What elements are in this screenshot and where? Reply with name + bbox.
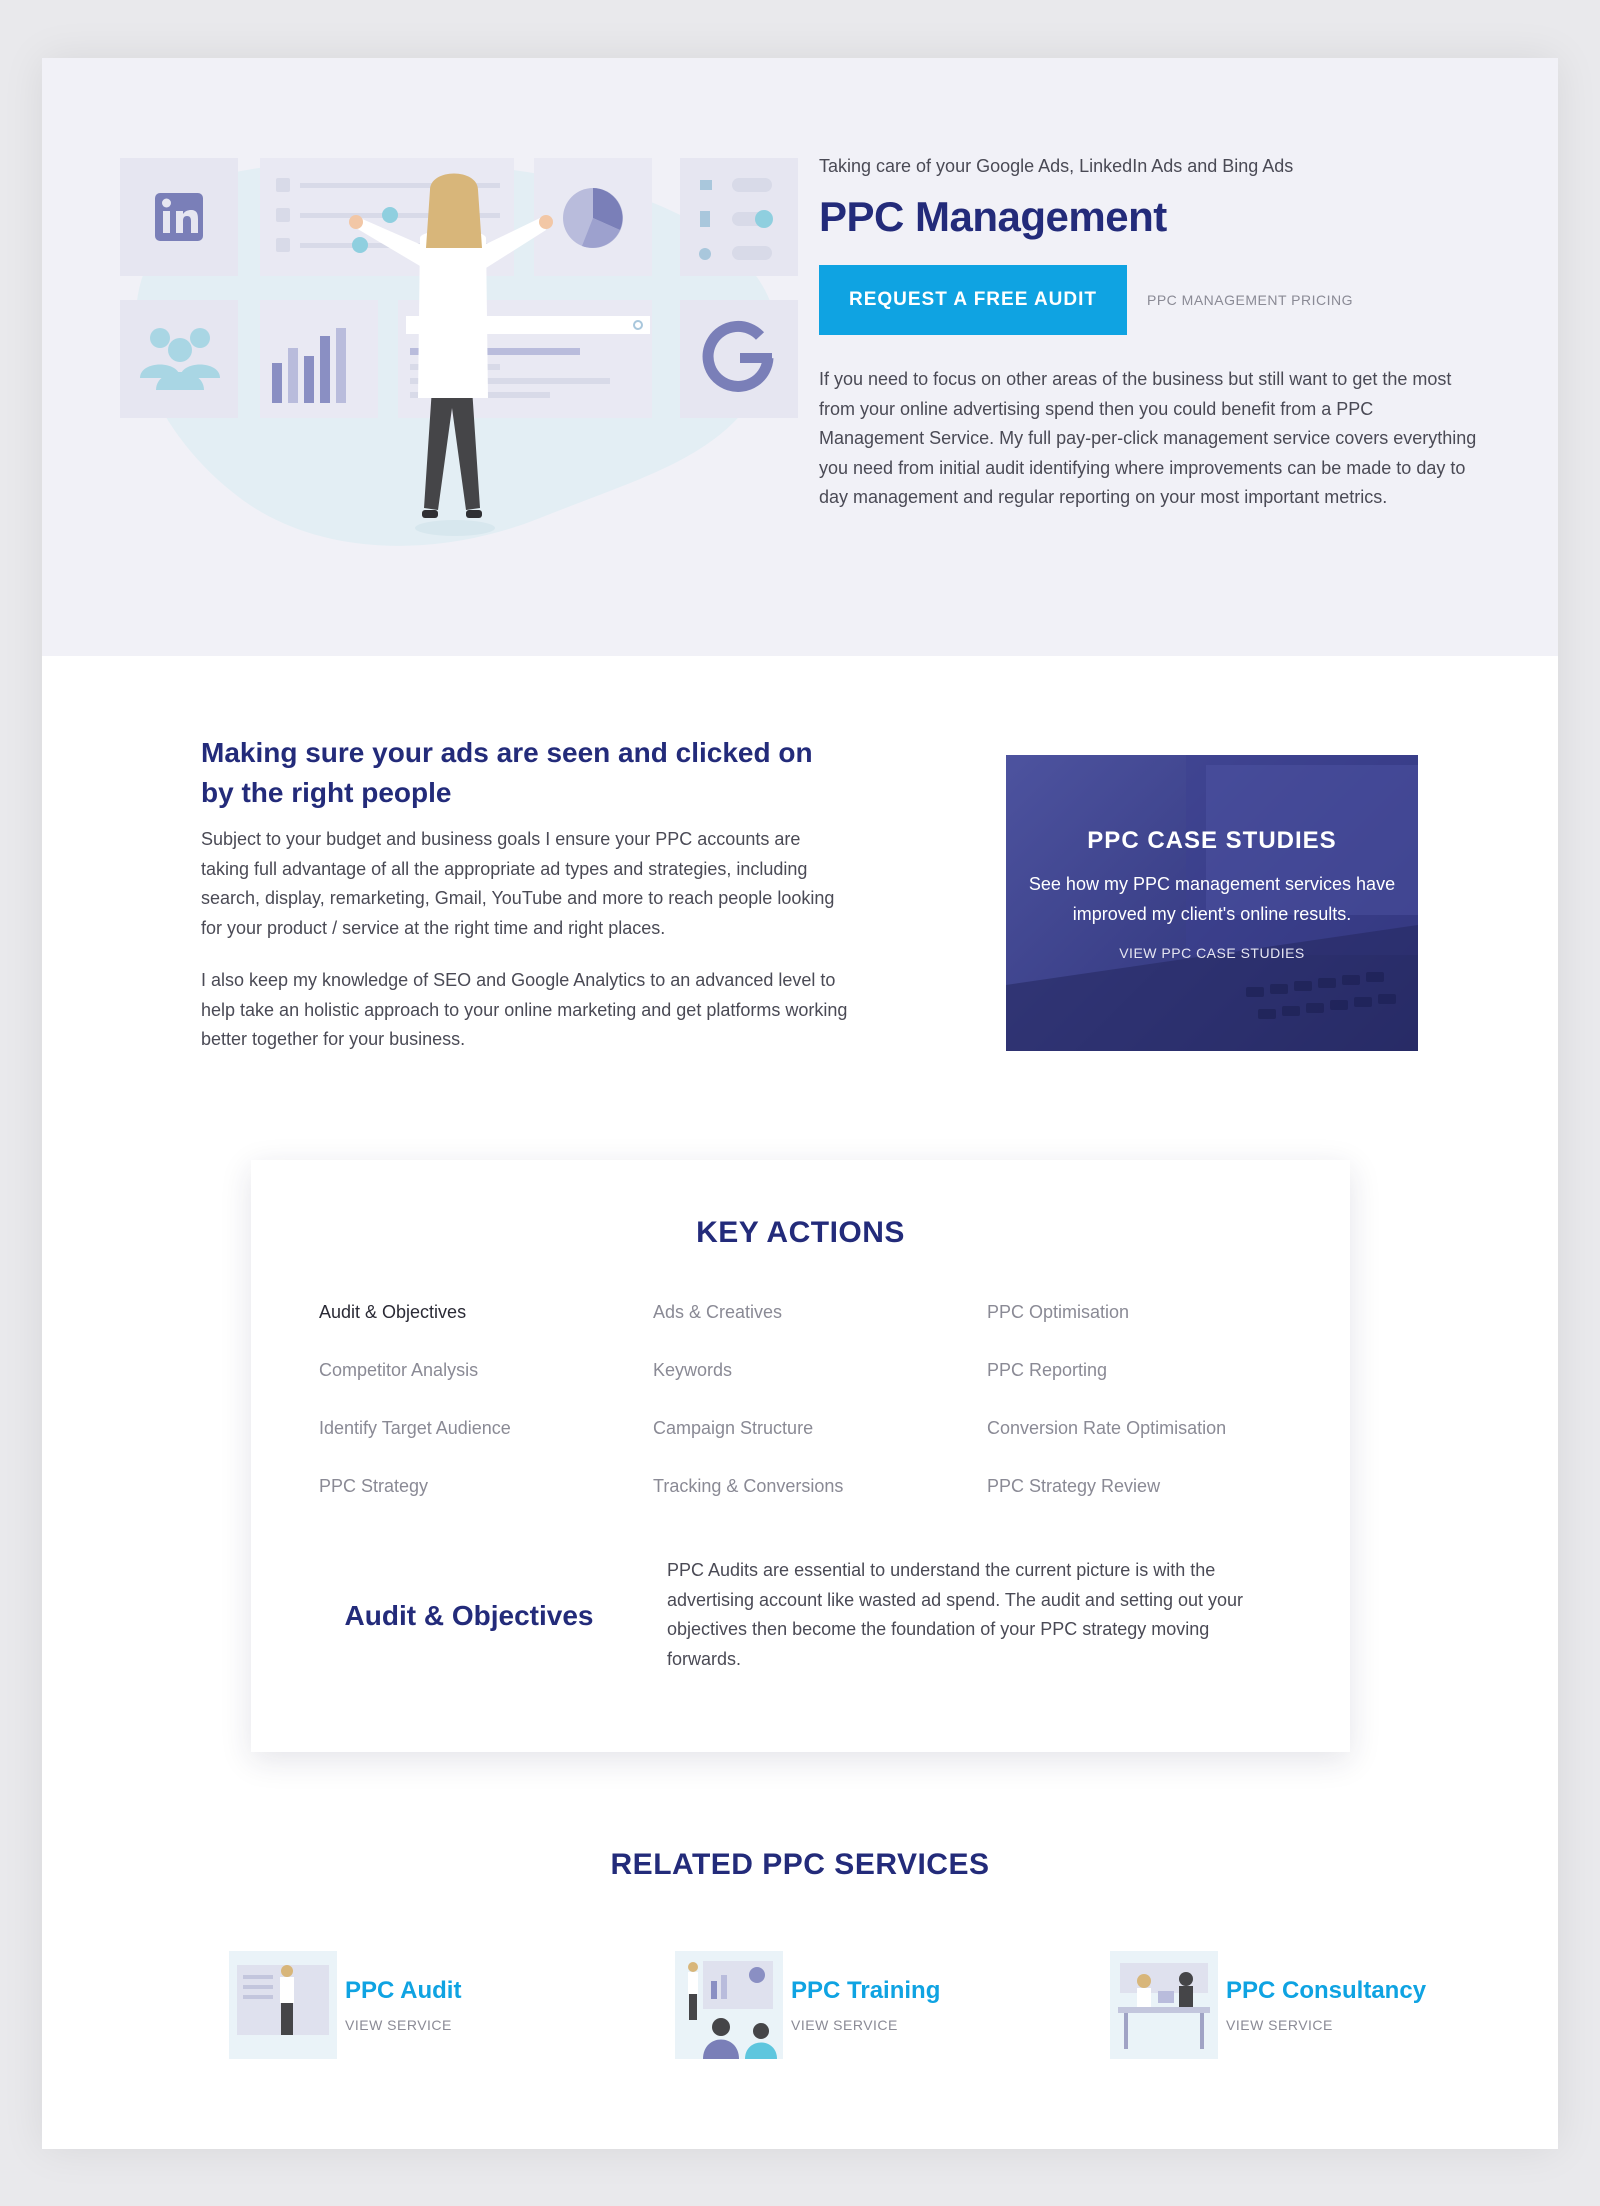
view-case-studies-link[interactable]: VIEW PPC CASE STUDIES xyxy=(1119,945,1305,961)
tile xyxy=(680,300,798,418)
related-service-card[interactable] xyxy=(675,1951,940,2059)
intro-paragraph-2: I also keep my knowledge of SEO and Google Analytics to an advanced level to help take an holistic approach to your online marketing and get platforms working better together for your business. xyxy=(201,970,848,1049)
key-action-item[interactable]: Ads & Creatives xyxy=(653,1302,783,1322)
related-service-card[interactable] xyxy=(1110,1951,1426,2059)
page-title: PPC Management xyxy=(819,193,1167,240)
key-action-item[interactable]: Conversion Rate Optimisation xyxy=(987,1418,1227,1438)
hero-text-block xyxy=(819,156,1479,513)
key-actions-title: KEY ACTIONS xyxy=(696,1216,905,1249)
case-studies-title: PPC CASE STUDIES xyxy=(1087,827,1337,854)
hero-actions xyxy=(819,265,1479,335)
hero-paragraph: If you need to focus on other areas of the business but still want to get the most from your online advertising spend then you could benefit from a PPC Management Service. My full pay-per-click management service covers everything you need from initial audit identifying where improvements can be made to day to day management and regular reporting on your most important metrics. xyxy=(819,369,1477,507)
key-action-detail-title: Audit & Objectives xyxy=(344,1600,594,1631)
service-meta xyxy=(345,1977,461,2033)
key-action-item[interactable]: Tracking & Conversions xyxy=(653,1476,844,1496)
case-studies-text: See how my PPC management services have improved my client's online results. xyxy=(1028,874,1396,924)
key-action-item[interactable]: PPC Reporting xyxy=(987,1360,1108,1380)
ppc-pricing-link[interactable]: PPC MANAGEMENT PRICING xyxy=(1147,292,1353,308)
intro-paragraph-1: Subject to your budget and business goals I ensure your PPC accounts are taking full advantage of all the appropriate ad types and strategies, including search, display, remarketing, Gmail, YouTube and more to reach people looking for your product / service at the right time and right places. xyxy=(201,829,835,938)
linkedin-icon xyxy=(155,193,203,241)
key-actions-list xyxy=(319,1302,1319,1534)
key-action-item[interactable]: PPC Optimisation xyxy=(987,1302,1130,1322)
ppc-consultancy-thumbnail xyxy=(1110,1951,1218,2059)
related-services-title: RELATED PPC SERVICES xyxy=(610,1848,990,1881)
intro-heading: Making sure your ads are seen and clicked on by the right people xyxy=(201,737,813,808)
key-action-item[interactable]: Campaign Structure xyxy=(653,1418,814,1438)
service-name: PPC Consultancy xyxy=(1226,1977,1427,2004)
service-meta xyxy=(791,1977,940,2033)
key-action-item[interactable]: Identify Target Audience xyxy=(319,1418,511,1438)
view-service-link[interactable]: VIEW SERVICE xyxy=(345,2017,452,2033)
ppc-training-thumbnail xyxy=(675,1951,783,2059)
service-meta xyxy=(1226,1977,1426,2033)
intro-section xyxy=(201,733,851,1055)
page xyxy=(42,58,1558,2149)
view-service-link[interactable]: VIEW SERVICE xyxy=(1226,2017,1333,2033)
hero-section xyxy=(42,58,1558,656)
key-action-item[interactable]: Keywords xyxy=(653,1360,733,1380)
hero-illustration xyxy=(120,138,800,558)
case-studies-content xyxy=(1006,827,1418,961)
case-studies-card[interactable] xyxy=(1006,755,1418,1051)
related-service-card[interactable] xyxy=(229,1951,461,2059)
view-service-link[interactable]: VIEW SERVICE xyxy=(791,2017,898,2033)
service-name: PPC Training xyxy=(791,1977,941,2004)
key-actions-panel xyxy=(251,1160,1350,1752)
key-action-item[interactable]: Audit & Objectives xyxy=(319,1302,467,1322)
ppc-audit-thumbnail xyxy=(229,1951,337,2059)
pie-chart-icon xyxy=(563,188,623,248)
key-action-item[interactable]: PPC Strategy xyxy=(319,1476,429,1496)
service-name: PPC Audit xyxy=(345,1977,462,2004)
key-action-item[interactable]: PPC Strategy Review xyxy=(987,1476,1161,1496)
key-action-item[interactable]: Competitor Analysis xyxy=(319,1360,479,1380)
hero-subtitle: Taking care of your Google Ads, LinkedIn Ads and Bing Ads xyxy=(819,156,1294,176)
request-free-audit-button[interactable]: REQUEST A FREE AUDIT xyxy=(819,265,1127,335)
key-action-detail-text: PPC Audits are essential to understand the current picture is with the advertising account like wasted ad spend. The audit and setting out your objectives then become the foundation of your PPC strategy moving forwards. xyxy=(667,1560,1244,1669)
